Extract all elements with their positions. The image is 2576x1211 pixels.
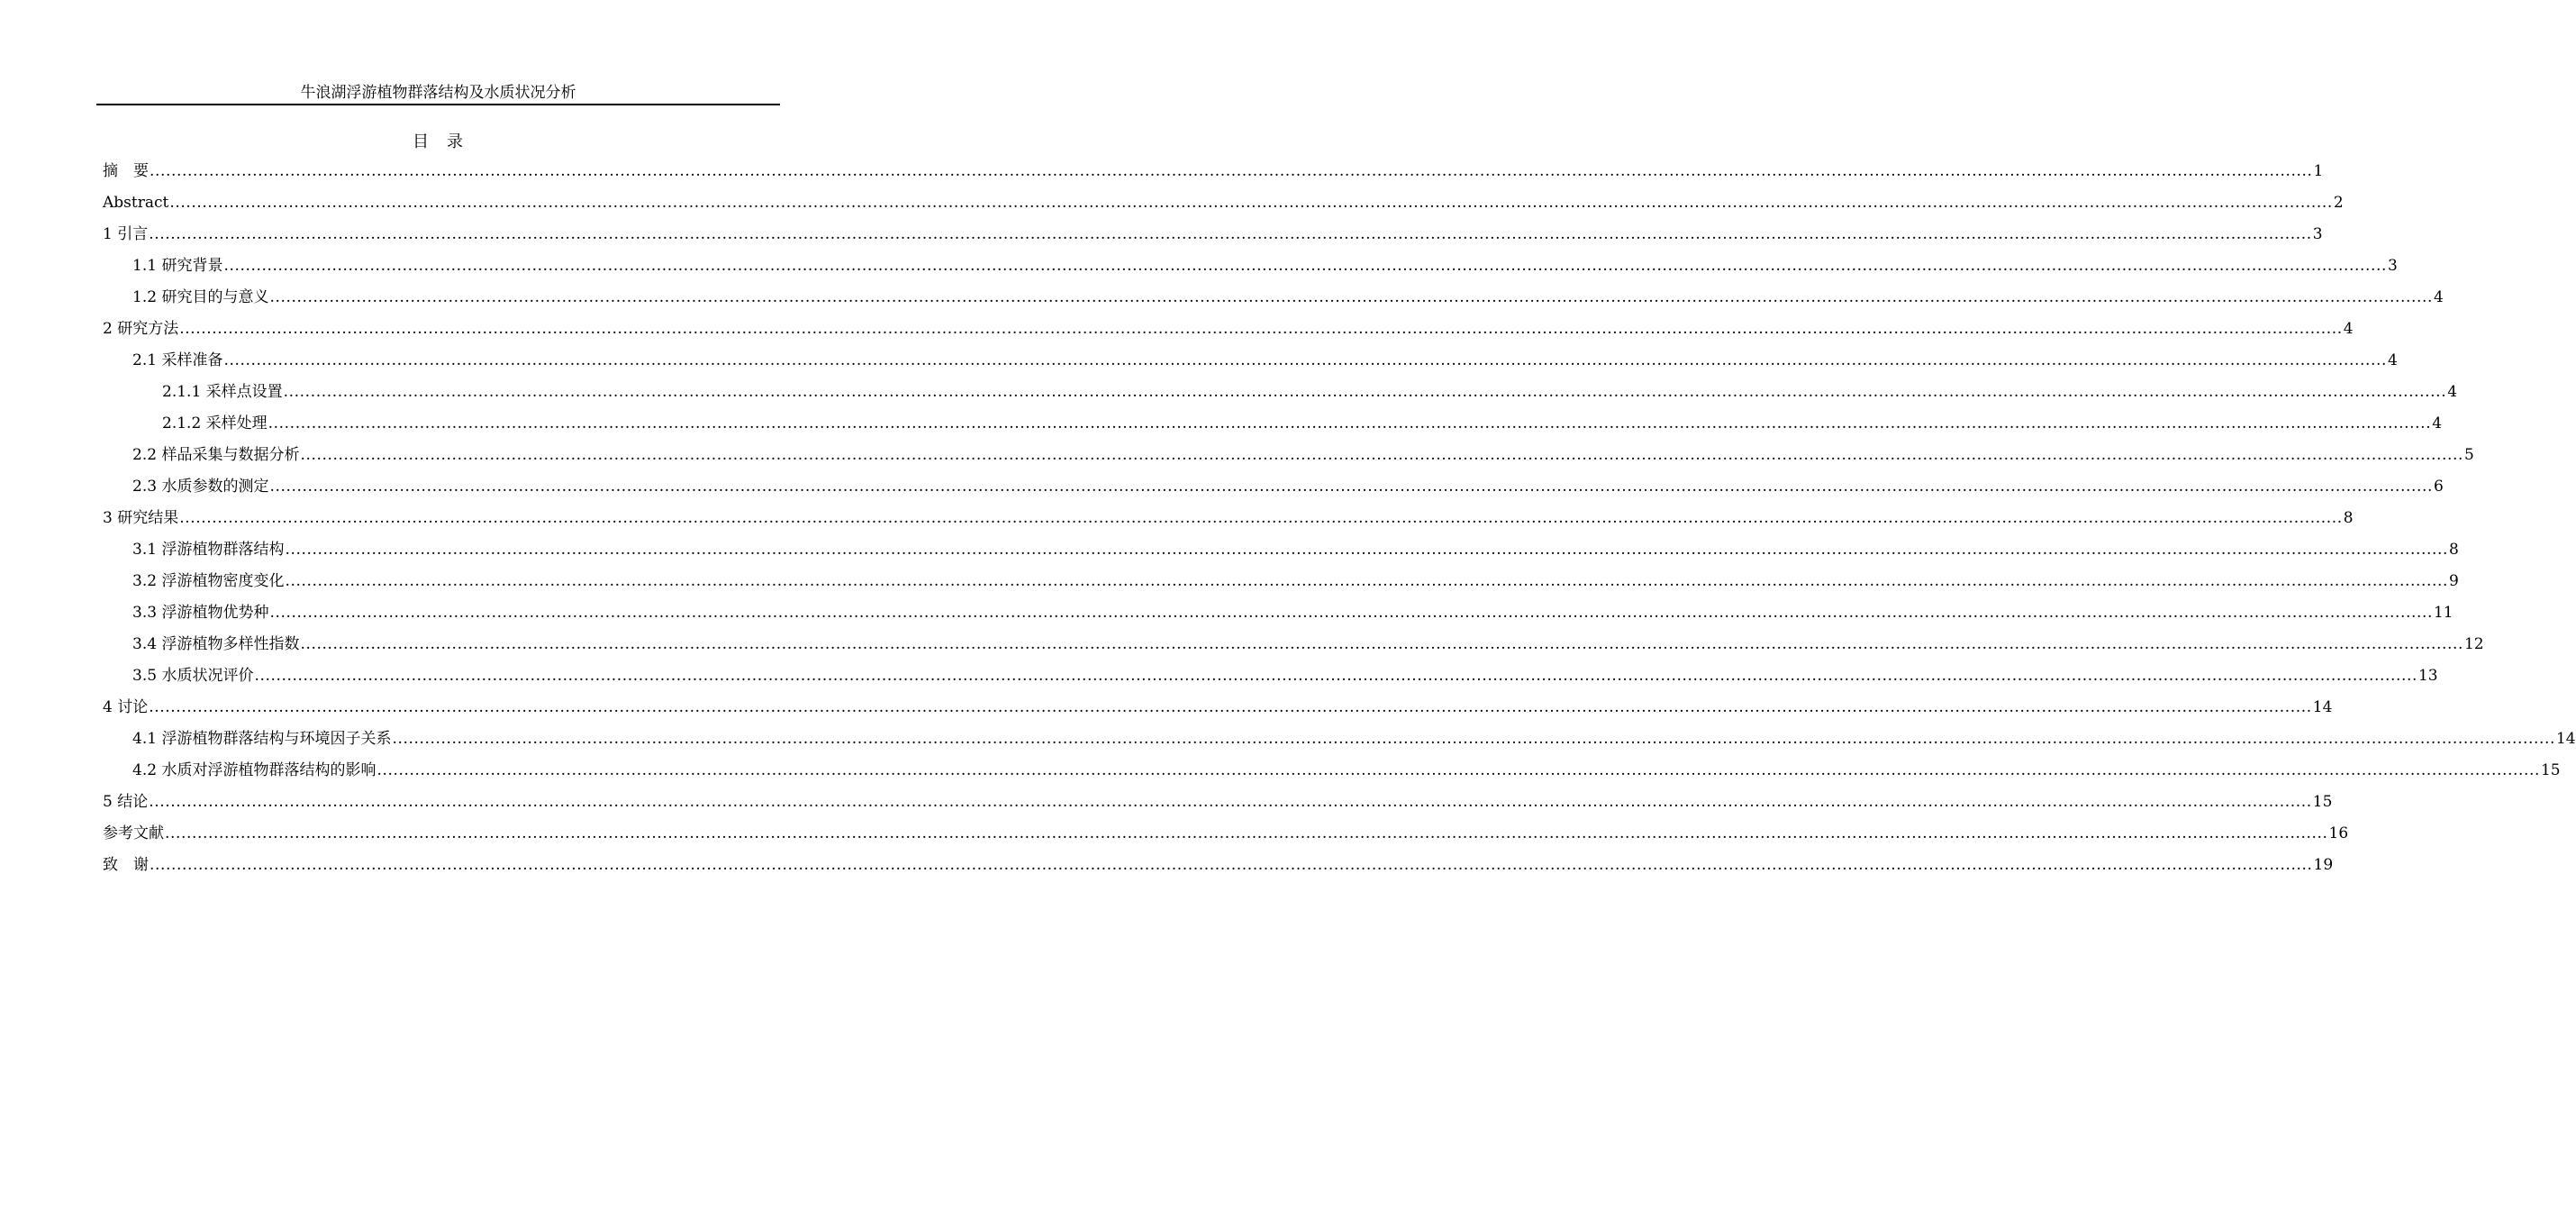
toc-entry[interactable]	[103, 537, 2459, 569]
toc-dot-leader: ................................................................................................................................................................................................................................................................................................................................................................................................................	[269, 288, 2433, 306]
toc-entry-label: Abstract	[103, 194, 169, 212]
toc-entry-label: 4.1 浮游植物群落结构与环境因子关系	[132, 730, 392, 748]
toc-entry-label: 摘 要	[103, 162, 149, 180]
toc-entry-page: 1	[2313, 162, 2324, 180]
toc-dot-leader: ................................................................................................................................................................................................................................................................................................................................................................................................................	[169, 194, 2333, 212]
toc-dot-leader: ................................................................................................................................................................................................................................................................................................................................................................................................................	[376, 761, 2540, 779]
toc-dot-leader: ................................................................................................................................................................................................................................................................................................................................................................................................................	[269, 478, 2433, 496]
toc-entry-label: 1.1 研究背景	[132, 257, 223, 275]
toc-entry-label: 1 引言	[103, 225, 149, 243]
toc-dot-leader: ................................................................................................................................................................................................................................................................................................................................................................................................................	[285, 541, 2448, 559]
toc-entry[interactable]	[103, 695, 2333, 726]
toc-entry-page: 9	[2448, 572, 2459, 590]
toc-entry-page: 11	[2433, 604, 2454, 622]
toc-entry[interactable]	[103, 632, 2484, 663]
toc-entry[interactable]	[103, 474, 2444, 505]
toc-entry[interactable]	[103, 159, 2324, 190]
toc-entry-label: 3.5 水质状况评价	[132, 667, 254, 685]
toc-entry-label: 3 研究结果	[103, 509, 179, 527]
toc-entry-label: 4 讨论	[103, 698, 149, 716]
toc-entry[interactable]	[103, 600, 2454, 632]
toc-entry-page: 8	[2448, 541, 2459, 559]
toc-entry-label: 2.2 样品采集与数据分析	[132, 446, 300, 464]
toc-entry-label: 2.1.1 采样点设置	[162, 383, 283, 401]
toc-entry[interactable]	[103, 442, 2474, 474]
toc-entry-page: 5	[2463, 446, 2474, 464]
toc-entry-page: 14	[2555, 730, 2576, 748]
header-divider	[96, 104, 780, 105]
toc-entry-label: 3.4 浮游植物多样性指数	[132, 635, 300, 653]
toc-entry-label: 2.1 采样准备	[132, 351, 223, 369]
page-header-title: 牛浪湖浮游植物群落结构及水质状况分析	[300, 84, 576, 102]
toc-dot-leader: ................................................................................................................................................................................................................................................................................................................................................................................................................	[150, 856, 2313, 874]
toc-entry-label: 2.3 水质参数的测定	[132, 478, 269, 496]
toc-entry-page: 2	[2333, 194, 2344, 212]
toc-entry[interactable]	[103, 852, 2334, 884]
toc-list	[103, 159, 2576, 884]
toc-dot-leader: ................................................................................................................................................................................................................................................................................................................................................................................................................	[165, 824, 2328, 842]
toc-entry-label: 致 谢	[103, 856, 149, 874]
toc-entry-page: 4	[2387, 351, 2398, 369]
toc-entry[interactable]	[103, 316, 2354, 348]
toc-entry-label: 4.2 水质对浮游植物群落结构的影响	[132, 761, 376, 779]
toc-entry-page: 3	[2312, 225, 2323, 243]
toc-entry-page: 15	[2312, 793, 2333, 811]
toc-entry-page: 19	[2313, 856, 2334, 874]
toc-title: 目 录	[413, 132, 464, 151]
toc-dot-leader: ................................................................................................................................................................................................................................................................................................................................................................................................................	[179, 509, 2343, 527]
toc-dot-leader: ................................................................................................................................................................................................................................................................................................................................................................................................................	[254, 667, 2417, 685]
toc-entry-page: 4	[2433, 288, 2444, 306]
toc-entry-label: 3.1 浮游植物群落结构	[132, 541, 285, 559]
toc-dot-leader: ................................................................................................................................................................................................................................................................................................................................................................................................................	[179, 320, 2343, 338]
toc-entry-page: 13	[2417, 667, 2438, 685]
toc-entry-page: 4	[2432, 414, 2443, 432]
toc-entry-page: 4	[2447, 383, 2458, 401]
toc-entry-label: 3.2 浮游植物密度变化	[132, 572, 285, 590]
toc-entry-page: 4	[2343, 320, 2354, 338]
toc-entry[interactable]	[103, 726, 2576, 758]
toc-dot-leader: ................................................................................................................................................................................................................................................................................................................................................................................................................	[268, 414, 2432, 432]
toc-entry[interactable]	[103, 285, 2444, 316]
toc-entry-label: 5 结论	[103, 793, 149, 811]
toc-dot-leader: ................................................................................................................................................................................................................................................................................................................................................................................................................	[223, 351, 2387, 369]
toc-dot-leader: ................................................................................................................................................................................................................................................................................................................................................................................................................	[149, 793, 2312, 811]
toc-entry[interactable]	[103, 253, 2398, 285]
toc-entry[interactable]	[103, 758, 2561, 789]
toc-dot-leader: ................................................................................................................................................................................................................................................................................................................................................................................................................	[300, 446, 2463, 464]
toc-entry-page: 14	[2312, 698, 2333, 716]
toc-entry[interactable]	[103, 505, 2354, 537]
toc-entry-page: 12	[2463, 635, 2484, 653]
toc-entry-page: 6	[2433, 478, 2444, 496]
toc-entry[interactable]	[103, 821, 2349, 852]
toc-dot-leader: ................................................................................................................................................................................................................................................................................................................................................................................................................	[149, 698, 2312, 716]
toc-dot-leader: ................................................................................................................................................................................................................................................................................................................................................................................................................	[392, 730, 2555, 748]
toc-dot-leader: ................................................................................................................................................................................................................................................................................................................................................................................................................	[269, 604, 2433, 622]
toc-entry[interactable]	[103, 190, 2344, 222]
toc-entry[interactable]	[103, 411, 2443, 442]
toc-dot-leader: ................................................................................................................................................................................................................................................................................................................................................................................................................	[223, 257, 2387, 275]
toc-dot-leader: ................................................................................................................................................................................................................................................................................................................................................................................................................	[285, 572, 2448, 590]
toc-entry-label: 3.3 浮游植物优势种	[132, 604, 269, 622]
toc-entry-page: 15	[2540, 761, 2561, 779]
toc-entry[interactable]	[103, 222, 2323, 253]
toc-dot-leader: ................................................................................................................................................................................................................................................................................................................................................................................................................	[300, 635, 2463, 653]
toc-entry[interactable]	[103, 379, 2458, 411]
toc-entry-label: 参考文献	[103, 824, 164, 842]
toc-entry[interactable]	[103, 789, 2333, 821]
toc-entry-page: 16	[2328, 824, 2349, 842]
toc-entry-page: 8	[2343, 509, 2354, 527]
toc-entry[interactable]	[103, 663, 2438, 695]
toc-entry-label: 2 研究方法	[103, 320, 179, 338]
toc-entry[interactable]	[103, 348, 2398, 379]
toc-dot-leader: ................................................................................................................................................................................................................................................................................................................................................................................................................	[149, 225, 2312, 243]
toc-dot-leader: ................................................................................................................................................................................................................................................................................................................................................................................................................	[283, 383, 2447, 401]
toc-entry-label: 1.2 研究目的与意义	[132, 288, 269, 306]
toc-dot-leader: ................................................................................................................................................................................................................................................................................................................................................................................................................	[150, 162, 2313, 180]
toc-entry-page: 3	[2387, 257, 2398, 275]
toc-entry[interactable]	[103, 569, 2459, 600]
toc-entry-label: 2.1.2 采样处理	[162, 414, 268, 432]
